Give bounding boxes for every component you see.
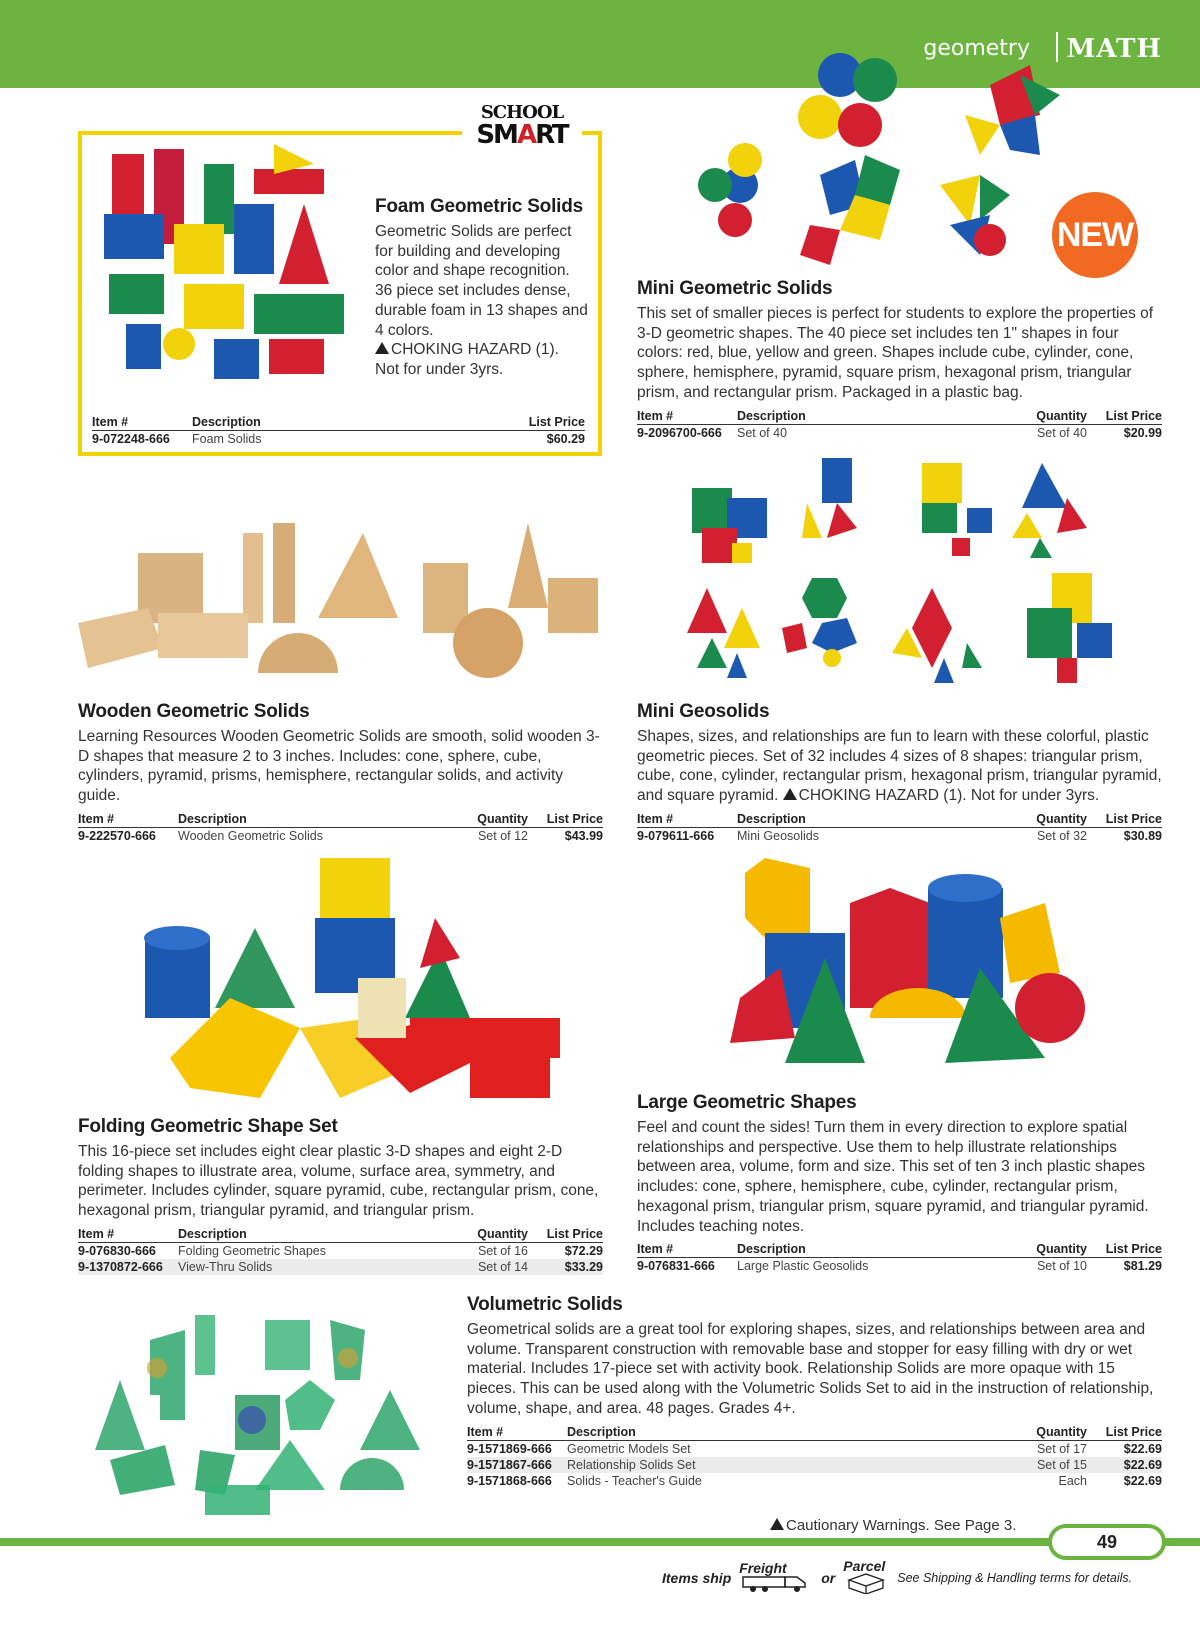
product-title: Foam Geometric Solids <box>375 196 584 217</box>
table-row[interactable]: 9-1571867-666 Relationship Solids Set Set of 15 $22.69 <box>467 1457 1162 1472</box>
table-row[interactable]: 9-076830-666 Folding Geometric Shapes Set of 16 $72.29 <box>78 1243 603 1258</box>
table-row[interactable]: 9-079611-666 Mini Geosolids Set of 32 $30.89 <box>637 828 1162 843</box>
or-label: or <box>821 1570 836 1586</box>
table-row[interactable]: 9-1370872-666 View-Thru Solids Set of 14 $33.29 <box>78 1259 603 1274</box>
warning-icon <box>770 1518 784 1530</box>
table-row[interactable]: 9-076831-666 Large Plastic Geosolids Set of 10 $81.29 <box>637 1259 1162 1274</box>
mini-solids-image <box>690 55 1090 270</box>
folding-shapes-image <box>140 858 580 1108</box>
items-ship-label: Items ship <box>662 1570 732 1586</box>
product-description: This set of smaller pieces is perfect for students to explore the properties of 3-D geometric shapes. The 40 piece set includes ten 1" shapes in four colors: red, blue, yellow and green. Shapes include cube, cylinder, cone, sphere, hemisphere, pyramid, square prism, hexagonal prism, triangular prism, and rectangular prism. Packaged in a plastic bag. <box>637 305 1154 401</box>
school-smart-logo: SCHOOL SMART <box>462 104 582 154</box>
choking-warning: CHOKING HAZARD (1). Not for under 3yrs. <box>798 787 1100 805</box>
foam-solids-image <box>104 144 354 389</box>
cautionary-warning: Cautionary Warnings. See Page 3. <box>770 1517 1016 1534</box>
product-description: Geometric Solids are perfect for building and developing color and shape recognition. 36 piece set includes dense, durable foam in 13 shapes and 4 colors. CHOKING HAZARD (1). Not for under 3yrs. <box>375 223 588 378</box>
warning-icon <box>783 788 797 800</box>
age-warning: Not for under 3yrs. <box>375 360 504 378</box>
footer-bar <box>0 1538 1200 1546</box>
shipping-info <box>662 1558 1133 1594</box>
product-description: Learning Resources Wooden Geometric Solids are smooth, solid wooden 3-D shapes that measure 2 to 3 inches. Includes: cone, sphere, cube, cylinders, pyramid, prisms, hemisphere, rectangular solids, and activity guide. <box>78 728 600 805</box>
header-section: MATH <box>1066 34 1162 64</box>
parcel-box-icon: Parcel <box>843 1562 889 1594</box>
shipping-terms: See Shipping & Handling terms for details. <box>897 1571 1133 1585</box>
product-title: Wooden Geometric Solids <box>78 701 310 722</box>
product-foam-geometric-solids <box>375 196 590 380</box>
product-title: Large Geometric Shapes <box>637 1092 857 1113</box>
wooden-solids-image <box>78 518 603 683</box>
volumetric-solids-image <box>90 1300 430 1520</box>
product-title: Mini Geometric Solids <box>637 278 833 299</box>
product-mini-geometric-solids: Mini Geometric Solids This set of smaller pieces is perfect for students to explore the properties of 3-D geometric shapes. The 40 piece set includes ten 1" shapes in four colors: red, blue, yellow and green. Shapes include cube, cylinder, cone, sphere, hemisphere, pyramid, square prism, hexagonal prism, triangular prism, and rectangular prism. Packaged in a plastic bag. Item # Description Quantity List Price 9-2096700-666 Set of 40 Set of 40 $20.99 <box>637 278 1162 440</box>
large-shapes-image <box>700 858 1100 1103</box>
product-description: Feel and count the sides! Turn them in every direction to explore spatial relationships and perspective. Use them to help illustrate relationships between area, volume, form and size. This set of ten 3 inch plastic shapes includes: cone, sphere, hemisphere, cube, cylinder, rectangular prism, hexagonal prism, triangular prism, square pyramid, and triangular pyramid. Includes teaching notes. <box>637 1119 1149 1235</box>
product-wooden-geometric-solids: Wooden Geometric Solids Learning Resources Wooden Geometric Solids are smooth, solid wooden 3-D shapes that measure 2 to 3 inches. Includes: cone, sphere, cube, cylinders, pyramid, prisms, hemisphere, rectangular solids, and activity guide. Item # Description Quantity List Price 9-222570-666 Wooden Geometric Solids Set of 12 $43.99 <box>78 701 603 843</box>
page-number: 49 <box>1048 1524 1166 1560</box>
product-description: Shapes, sizes, and relationships are fun to learn with these colorful, plastic geometric pieces. Set of 32 includes 4 sizes of 8 shapes: triangular prism, cube, cone, cylinder, rectangular prism, hexagonal prism, triangular pyramid, and square pyramid. CHOKING HAZARD (1). Not for under 3yrs. <box>637 728 1162 805</box>
product-large-geometric-shapes: Large Geometric Shapes Feel and count the sides! Turn them in every direction to explore spatial relationships and perspective. Use them to help illustrate relationships between area, volume, form and size. This set of ten 3 inch plastic shapes includes: cone, sphere, hemisphere, cube, cylinder, rectangular prism, hexagonal prism, triangular prism, square pyramid, and triangular pyramid. Includes teaching notes. Item # Description Quantity List Price 9-076831-666 Large Plastic Geosolids Set of 10 $81.29 <box>637 1092 1162 1274</box>
product-volumetric-solids: Volumetric Solids Geometrical solids are a great tool for exploring shapes, sizes, and relationships between area and volume. Transparent construction with removable base and stopper for easy filling with dry or wet material. Includes 17-piece set with activity book. Relationship Solids are more opaque with 15 pieces. This can be used along with the Volumetric Solids Set to aid in the instruction of relationship, volume, shape, and area. 48 pages. Grades 4+. Item # Description Quantity List Price 9-1571869-666 Geometric Models Set Set of 17 $22.69 9-1571867-666 Relationship Solids Set Set of 15 $22.69 9-1571868-666 Solids - Teacher's Guide Each $22.69 <box>467 1294 1162 1488</box>
table-row[interactable]: 9-1571868-666 Solids - Teacher's Guide Each $22.69 <box>467 1473 1162 1488</box>
warning-icon <box>375 342 389 354</box>
table-row[interactable]: 9-2096700-666 Set of 40 Set of 40 $20.99 <box>637 425 1162 440</box>
freight-truck-icon: Freight <box>739 1563 813 1593</box>
mini-geosolids-image <box>682 458 1122 698</box>
product-title: Mini Geosolids <box>637 701 770 722</box>
product-title: Folding Geometric Shape Set <box>78 1116 338 1137</box>
product-description: Geometrical solids are a great tool for exploring shapes, sizes, and relationships between area and volume. Transparent construction with removable base and stopper for easy filling with dry or wet material. Includes 17-piece set with activity book. Relationship Solids are more opaque with 15 pieces. This can be used along with the Volumetric Solids Set to aid in the instruction of relationship, volume, shape, and area. 48 pages. Grades 4+. <box>467 1321 1154 1417</box>
header-subtitle: geometry <box>923 36 1030 61</box>
table-row[interactable]: 9-222570-666 Wooden Geometric Solids Set of 12 $43.99 <box>78 828 603 843</box>
table-row[interactable]: 9-072248-666 Foam Solids $60.29 <box>92 432 585 446</box>
foam-item-table: Item # Description List Price 9-072248-666 Foam Solids $60.29 <box>92 415 585 446</box>
product-title: Volumetric Solids <box>467 1294 623 1315</box>
product-mini-geosolids: Mini Geosolids Shapes, sizes, and relationships are fun to learn with these colorful, plastic geometric pieces. Set of 32 includes 4 sizes of 8 shapes: triangular prism, cube, cone, cylinder, rectangular prism, hexagonal prism, triangular pyramid, and square pyramid. CHOKING HAZARD (1). Not for under 3yrs. Item # Description Quantity List Price 9-079611-666 Mini Geosolids Set of 32 $30.89 <box>637 701 1162 843</box>
product-folding-geometric-shape-set: Folding Geometric Shape Set This 16-piece set includes eight clear plastic 3-D shapes and eight 2-D folding shapes to illustrate area, volume, surface area, symmetry, and perimeter. Includes cylinder, square pyramid, cube, rectangular prism, cone, hexagonal prism, triangular pyramid, and triangular prism. Item # Description Quantity List Price 9-076830-666 Folding Geometric Shapes Set of 16 $72.29 9-1370872-666 View-Thru Solids Set of 14 $33.29 <box>78 1116 603 1274</box>
new-badge: NEW <box>1052 192 1138 278</box>
choking-warning: CHOKING HAZARD (1). <box>391 341 559 359</box>
product-description: This 16-piece set includes eight clear plastic 3-D shapes and eight 2-D folding shapes to illustrate area, volume, surface area, symmetry, and perimeter. Includes cylinder, square pyramid, cube, rectangular prism, cone, hexagonal prism, triangular pyramid, and triangular prism. <box>78 1143 599 1220</box>
table-row[interactable]: 9-1571869-666 Geometric Models Set Set of 17 $22.69 <box>467 1441 1162 1456</box>
